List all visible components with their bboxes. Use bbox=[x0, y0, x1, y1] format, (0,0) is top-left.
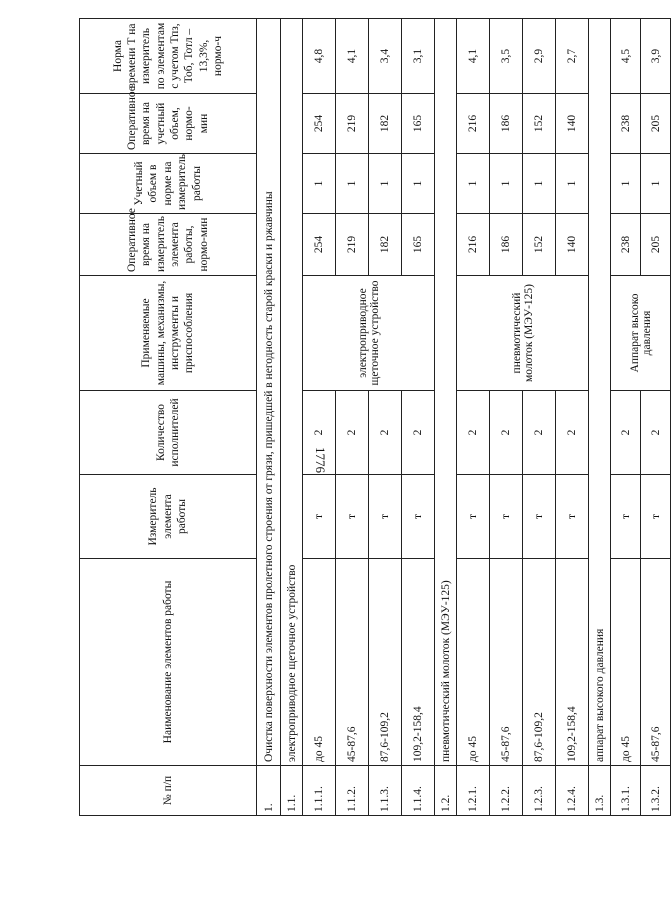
row-name: до 45 bbox=[457, 559, 490, 766]
row-workers: 2 bbox=[523, 391, 556, 475]
row-machine: пневмотический молоток (МЭУ-125) bbox=[457, 276, 589, 391]
row-volume: 1 bbox=[490, 154, 523, 214]
row-op-time: 165 bbox=[402, 214, 435, 276]
row-num: 1.2.3. bbox=[523, 766, 556, 816]
table-row bbox=[369, 19, 402, 816]
row-name: 87,6-109,2 bbox=[369, 559, 402, 766]
row-workers: 2 bbox=[490, 391, 523, 475]
row-meter: т bbox=[336, 475, 369, 559]
row-num: 1.1.4. bbox=[402, 766, 435, 816]
row-volume: 1 bbox=[641, 154, 671, 214]
row-op-time: 205 bbox=[641, 214, 671, 276]
row-workers: 2 bbox=[611, 391, 641, 475]
row-name: 87,6-109,2 bbox=[523, 559, 556, 766]
row-op-time-volume: 140 bbox=[556, 94, 589, 154]
row-norm: 3,1 bbox=[402, 19, 435, 94]
row-meter: т bbox=[457, 475, 490, 559]
row-machine: Аппарат высоко давления bbox=[611, 276, 671, 391]
header-volume: Учетный объем в норме на измеритель работы bbox=[80, 154, 257, 214]
row-volume: 1 bbox=[402, 154, 435, 214]
row-workers: 2 bbox=[641, 391, 671, 475]
group-title: аппарат высокого давления bbox=[589, 19, 611, 766]
row-meter: т bbox=[303, 475, 336, 559]
row-volume: 1 bbox=[556, 154, 589, 214]
header-op-time: Оперативное время на измеритель элемента работы, нормо-мин bbox=[80, 214, 257, 276]
row-num: 1.1.2. bbox=[336, 766, 369, 816]
row-op-time-volume: 152 bbox=[523, 94, 556, 154]
row-workers: 2 bbox=[402, 391, 435, 475]
row-name: 45-87,6 bbox=[490, 559, 523, 766]
row-num: 1.1.1. bbox=[303, 766, 336, 816]
page-number: 1776 bbox=[313, 447, 328, 473]
row-norm: 2,9 bbox=[523, 19, 556, 94]
header-row bbox=[80, 19, 257, 816]
row-num: 1.3.2. bbox=[641, 766, 671, 816]
row-op-time: 216 bbox=[457, 214, 490, 276]
table-row bbox=[457, 19, 490, 816]
row-volume: 1 bbox=[611, 154, 641, 214]
row-workers: 2 bbox=[336, 391, 369, 475]
group-title: пневмотический молоток (МЭУ-125) bbox=[435, 19, 457, 766]
row-volume: 1 bbox=[336, 154, 369, 214]
row-meter: т bbox=[611, 475, 641, 559]
header-meter: Измеритель элемента работы bbox=[80, 475, 257, 559]
row-op-time-volume: 219 bbox=[336, 94, 369, 154]
row-norm: 4,5 bbox=[611, 19, 641, 94]
header-workers: Количество исполнителей bbox=[80, 391, 257, 475]
row-meter: т bbox=[369, 475, 402, 559]
header-op-time-volume: Оперативное время на учетный объем, нормо-мин bbox=[80, 94, 257, 154]
row-op-time: 238 bbox=[611, 214, 641, 276]
table-row bbox=[523, 19, 556, 816]
row-volume: 1 bbox=[457, 154, 490, 214]
row-name: до 45 bbox=[303, 559, 336, 766]
row-op-time-volume: 238 bbox=[611, 94, 641, 154]
row-norm: 3,4 bbox=[369, 19, 402, 94]
row-name: 109,2-158,4 bbox=[556, 559, 589, 766]
table-row bbox=[402, 19, 435, 816]
row-meter: т bbox=[402, 475, 435, 559]
row-norm: 4,1 bbox=[457, 19, 490, 94]
row-op-time-volume: 216 bbox=[457, 94, 490, 154]
row-meter: т bbox=[556, 475, 589, 559]
row-name: 45-87,6 bbox=[336, 559, 369, 766]
norms-table bbox=[79, 18, 671, 816]
group-num: 1.1. bbox=[281, 766, 303, 816]
row-num: 1.2.4. bbox=[556, 766, 589, 816]
section-title: Очистка поверхности элементов пролетного строения от грязи, пришедшей в негодность старой краски и ржавчины bbox=[257, 19, 281, 766]
header-machines: Применяемые машины, механизмы, инструменты и приспособления bbox=[80, 276, 257, 391]
group-row bbox=[281, 19, 303, 816]
group-row bbox=[435, 19, 457, 816]
row-norm: 3,5 bbox=[490, 19, 523, 94]
row-op-time-volume: 205 bbox=[641, 94, 671, 154]
norms-table-container bbox=[79, 22, 662, 816]
row-workers: 2 bbox=[303, 391, 336, 475]
row-op-time-volume: 186 bbox=[490, 94, 523, 154]
table-row bbox=[641, 19, 671, 816]
group-title: электроприводное щеточное устройство bbox=[281, 19, 303, 766]
section-num: 1. bbox=[257, 766, 281, 816]
row-num: 1.3.1. bbox=[611, 766, 641, 816]
row-norm: 3,9 bbox=[641, 19, 671, 94]
row-name: 45-87,6 bbox=[641, 559, 671, 766]
row-workers: 2 bbox=[457, 391, 490, 475]
table-row bbox=[303, 19, 336, 816]
group-num: 1.2. bbox=[435, 766, 457, 816]
table-row bbox=[336, 19, 369, 816]
row-op-time: 186 bbox=[490, 214, 523, 276]
row-volume: 1 bbox=[303, 154, 336, 214]
row-workers: 2 bbox=[556, 391, 589, 475]
section-row bbox=[257, 19, 281, 816]
group-num: 1.3. bbox=[589, 766, 611, 816]
table-row bbox=[611, 19, 641, 816]
row-norm: 4,8 bbox=[303, 19, 336, 94]
row-op-time-volume: 165 bbox=[402, 94, 435, 154]
row-norm: 4,1 bbox=[336, 19, 369, 94]
row-op-time: 254 bbox=[303, 214, 336, 276]
group-row bbox=[589, 19, 611, 816]
row-norm: 2,7 bbox=[556, 19, 589, 94]
row-volume: 1 bbox=[523, 154, 556, 214]
row-workers: 2 bbox=[369, 391, 402, 475]
row-op-time: 152 bbox=[523, 214, 556, 276]
header-norm: Норма времени Т на измеритель по элементам с учетом Тпз, Тоб, Тотл – 13,3%, нормо-ч bbox=[80, 19, 257, 94]
header-name: Наименование элементов работы bbox=[80, 559, 257, 766]
row-op-time-volume: 254 bbox=[303, 94, 336, 154]
row-op-time: 182 bbox=[369, 214, 402, 276]
row-op-time-volume: 182 bbox=[369, 94, 402, 154]
row-meter: т bbox=[523, 475, 556, 559]
row-num: 1.2.1. bbox=[457, 766, 490, 816]
row-machine: электроприводное щеточное устройство bbox=[303, 276, 435, 391]
row-num: 1.2.2. bbox=[490, 766, 523, 816]
row-num: 1.1.3. bbox=[369, 766, 402, 816]
row-op-time: 219 bbox=[336, 214, 369, 276]
row-volume: 1 bbox=[369, 154, 402, 214]
row-name: 109,2-158,4 bbox=[402, 559, 435, 766]
row-op-time: 140 bbox=[556, 214, 589, 276]
table-row bbox=[556, 19, 589, 816]
row-name: до 45 bbox=[611, 559, 641, 766]
row-meter: т bbox=[490, 475, 523, 559]
row-meter: т bbox=[641, 475, 671, 559]
table-row bbox=[490, 19, 523, 816]
header-num: № п/п bbox=[80, 766, 257, 816]
